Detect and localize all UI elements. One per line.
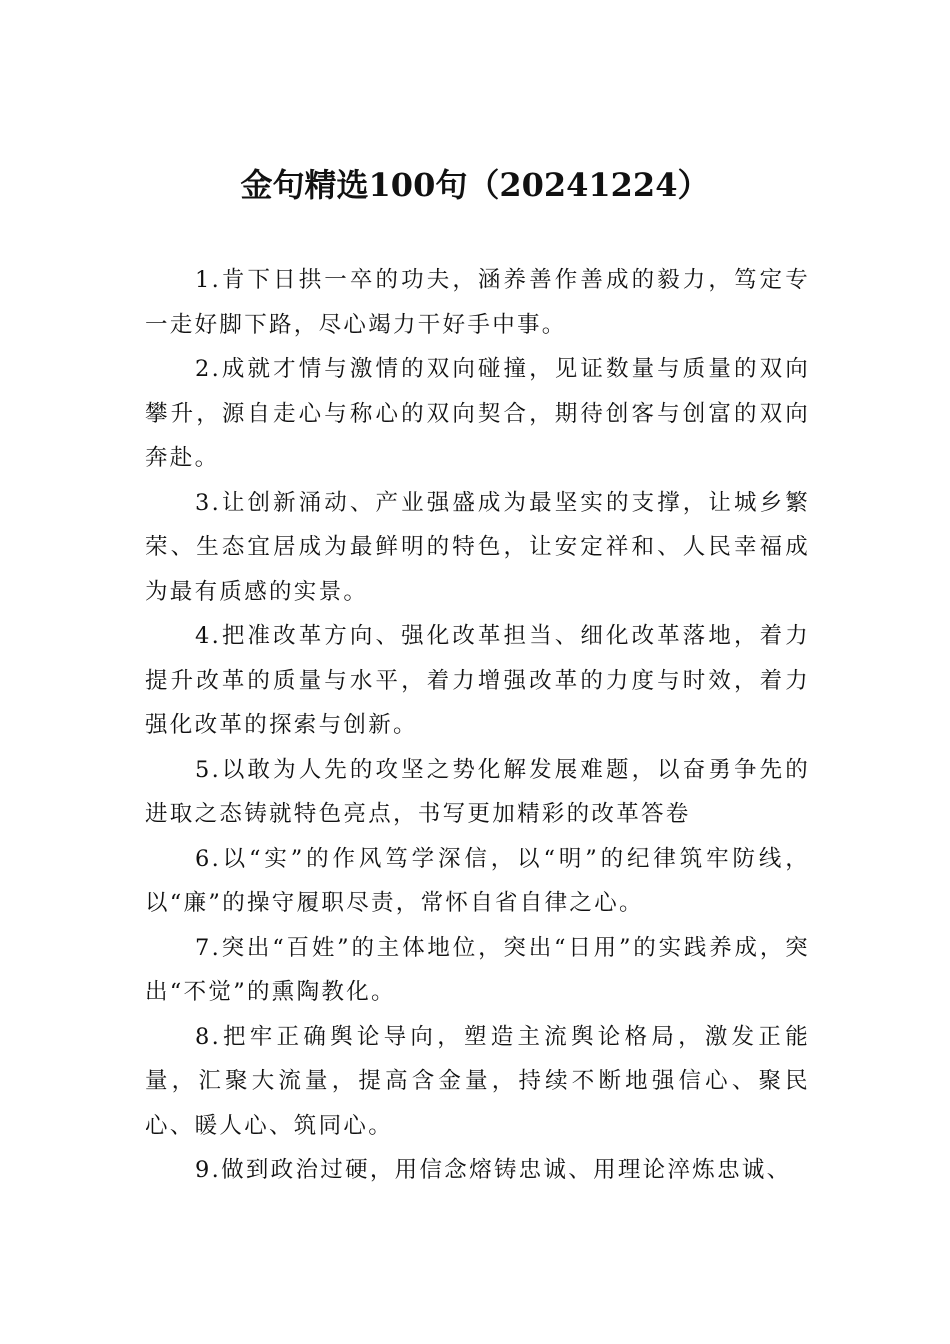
paragraph-6: 6.以“实”的作风笃学深信，以“明”的纪律筑牢防线，以“廉”的操守履职尽责，常怀自省自律之心。 [145,845,810,916]
paragraph-4: 4.把准改革方向、强化改革担当、细化改革落地，着力提升改革的质量与水平，着力增强改革的力度与时效，着力强化改革的探索与创新。 [145,623,810,738]
paragraph-7: 7.突出“百姓”的主体地位，突出“日用”的实践养成，突出“不觉”的熏陶教化。 [145,934,810,1005]
paragraph-5: 5.以敢为人先的攻坚之势化解发展难题，以奋勇争先的进取之态铸就特色亮点，书写更加精彩的改革答卷 [145,756,810,827]
paragraph-8: 8.把牢正确舆论导向，塑造主流舆论格局，激发正能量，汇聚大流量，提高含金量，持续不断地强信心、聚民心、暖人心、筑同心。 [145,1023,810,1139]
paragraph-1: 1.肯下日拱一卒的功夫，涵养善作善成的毅力，笃定专一走好脚下路，尽心竭力干好手中事。 [145,267,810,338]
paragraph-9: 9.做到政治过硬，用信念熔铸忠诚、用理论淬炼忠诚、 [195,1157,792,1183]
document-body [145,258,810,1193]
paragraph-2: 2.成就才情与激情的双向碰撞，见证数量与质量的双向攀升，源自走心与称心的双向契合，期待创客与创富的双向奔赴。 [145,356,810,471]
paragraph-3: 3.让创新涌动、产业强盛成为最坚实的支撑，让城乡繁荣、生态宜居成为最鲜明的特色，让安定祥和、人民幸福成为最有质感的实景。 [145,489,810,605]
document-title: 金句精选100句（20241224） [240,166,710,204]
